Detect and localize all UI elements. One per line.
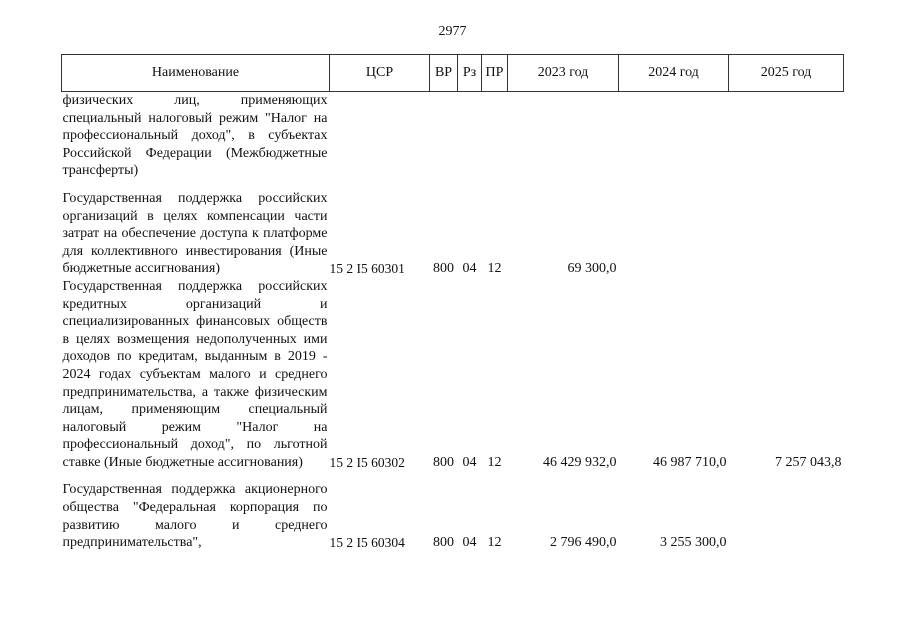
row-2024 bbox=[619, 92, 729, 180]
header-2024: 2024 год bbox=[619, 55, 729, 92]
table-row bbox=[62, 278, 844, 472]
row-pr: 12 bbox=[487, 535, 502, 551]
row-name: Государственная поддержка российских кредитных организаций и специализированных финансовых обществ в целях возмещения недополученных ими доходов по кредитам, выданным в 2019 - 2024 годах субъектам малого и среднего предпринимательства, а также физическим лицам, применяющим специальный налоговый режим "Налог на профессиональный доход", по льготной ставке (Иные бюджетные ассигнования) bbox=[62, 278, 328, 470]
row-2025 bbox=[729, 471, 844, 551]
row-rz: 04 bbox=[462, 454, 477, 470]
header-pr: ПР bbox=[482, 55, 508, 92]
header-2023: 2023 год bbox=[508, 55, 619, 92]
header-rz: Рз bbox=[458, 55, 482, 92]
row-csr bbox=[330, 92, 430, 180]
row-2025 bbox=[729, 180, 844, 278]
row-pr: 12 bbox=[487, 261, 502, 277]
row-2025 bbox=[729, 92, 844, 180]
table-header-row bbox=[62, 55, 844, 92]
table-row bbox=[62, 92, 844, 180]
row-vr bbox=[430, 92, 458, 180]
row-pr bbox=[482, 92, 508, 180]
row-2023: 69 300,0 bbox=[567, 261, 617, 277]
row-2024 bbox=[619, 180, 729, 278]
header-2025: 2025 год bbox=[729, 55, 844, 92]
row-rz bbox=[458, 92, 482, 180]
row-name: физических лиц, применяющих специальный налоговый режим "Налог на профессиональный доход", в субъектах Российской Федерации (Межбюджетные трансферты) bbox=[62, 93, 328, 179]
row-2024: 3 255 300,0 bbox=[660, 535, 727, 551]
row-name: Государственная поддержка российских организаций в целях компенсации части затрат на обеспечение доступа к платформе для коллективного инвестирования (Иные бюджетные ассигнования) bbox=[62, 190, 328, 277]
row-2023 bbox=[508, 92, 619, 180]
row-vr: 800 bbox=[433, 261, 454, 277]
header-name: Наименование bbox=[62, 55, 330, 92]
row-2024: 46 987 710,0 bbox=[653, 454, 727, 470]
row-2025: 7 257 043,8 bbox=[775, 454, 842, 470]
row-rz: 04 bbox=[462, 261, 477, 277]
row-2023: 46 429 932,0 bbox=[543, 454, 617, 470]
table-row bbox=[62, 471, 844, 551]
header-csr: ЦСР bbox=[330, 55, 430, 92]
row-csr: 15 2 I5 60302 bbox=[329, 454, 405, 470]
row-vr: 800 bbox=[433, 454, 454, 470]
row-csr: 15 2 I5 60301 bbox=[329, 261, 405, 277]
row-csr: 15 2 I5 60304 bbox=[329, 535, 405, 551]
budget-table bbox=[61, 54, 844, 552]
table-row bbox=[62, 180, 844, 278]
header-vr: ВР bbox=[430, 55, 458, 92]
page-number: 2977 bbox=[438, 24, 467, 39]
row-2023: 2 796 490,0 bbox=[550, 535, 617, 551]
row-vr: 800 bbox=[433, 535, 454, 551]
row-rz: 04 bbox=[462, 535, 477, 551]
row-pr: 12 bbox=[487, 454, 502, 470]
row-name: Государственная поддержка акционерного общества "Федеральная корпорация по развитию малого и среднего предпринимательства", bbox=[62, 482, 328, 551]
